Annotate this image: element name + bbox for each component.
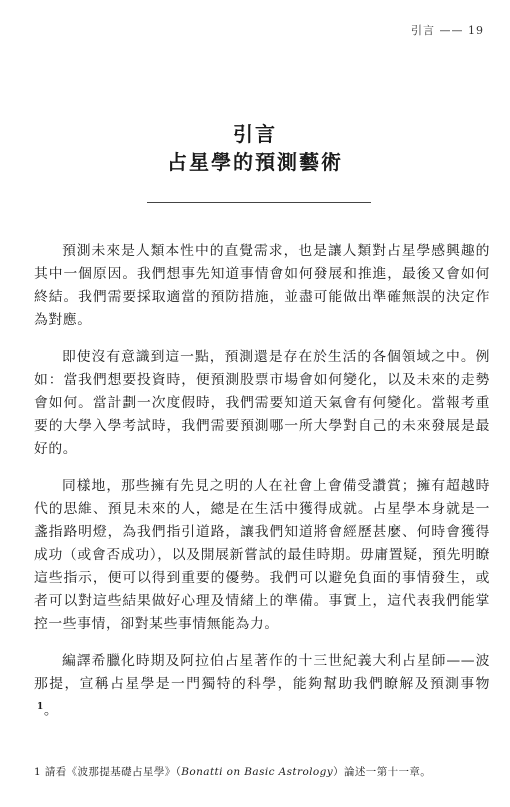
paragraph-4 xyxy=(34,650,490,723)
footnote xyxy=(34,764,490,779)
paragraph-2: 即使沒有意識到這一點，預測還是存在於生活的各個領域之中。例如：當我們想要投資時，便預測股票市場會如何變化，以及未來的走勢會如何。當計劃一次度假時，我們需要知道天氣會有何變化。當報考重要的大學入學考試時，我們需要預測哪一所大學對自己的未來發展是最好的。 xyxy=(34,349,490,457)
chapter-title xyxy=(0,120,510,176)
chapter-title-sub: 占星學的預測藝術 xyxy=(167,150,343,174)
footnote-suffix: ）論述一第十一章。 xyxy=(333,766,432,778)
title-divider xyxy=(147,202,371,203)
chapter-title-main: 引言 xyxy=(233,122,277,146)
body-text xyxy=(34,240,490,737)
footnote-book-title: Bonatti on Basic Astrology xyxy=(181,766,334,778)
paragraph-4-text: 編譯希臘化時期及阿拉伯占星著作的十三世紀義大利占星師——波那提，宣稱占星學是一門獨特的科學，能夠幫助我們瞭解及預測事物 xyxy=(34,653,490,692)
footnote-marker[interactable]: 1 xyxy=(37,702,44,712)
paragraph-3: 同樣地，那些擁有先見之明的人在社會上會備受讚賞；擁有超越時代的思維、預見未來的人，總是在生活中獲得成就。占星學本身就是一盞指路明燈，為我們指引道路，讓我們知道將會經歷甚麼、何時會獲得成功（或會否成功），以及開展新嘗試的最佳時期。毋庸置疑，預先明瞭這些指示，便可以得到重要的優勢。我們可以避免負面的事情發生，或者可以對這些結果做好心理及情緒上的準備。事實上，這代表我們能掌控一些事情，卻對某些事情無能為力。 xyxy=(34,478,490,632)
paragraph-4-end: 。 xyxy=(43,702,59,719)
footnote-prefix: 1 請看《波那提基礎占星學》（ xyxy=(34,766,182,778)
running-head: 引言 —— 19 xyxy=(411,24,484,37)
paragraph-1: 預測未來是人類本性中的直覺需求，也是讓人類對占星學感興趣的其中一個原因。我們想事先知道事情會如何發展和推進，最後又會如何終結。我們需要採取適當的預防措施，並盡可能做出準確無誤的決定作為對應。 xyxy=(34,243,490,328)
